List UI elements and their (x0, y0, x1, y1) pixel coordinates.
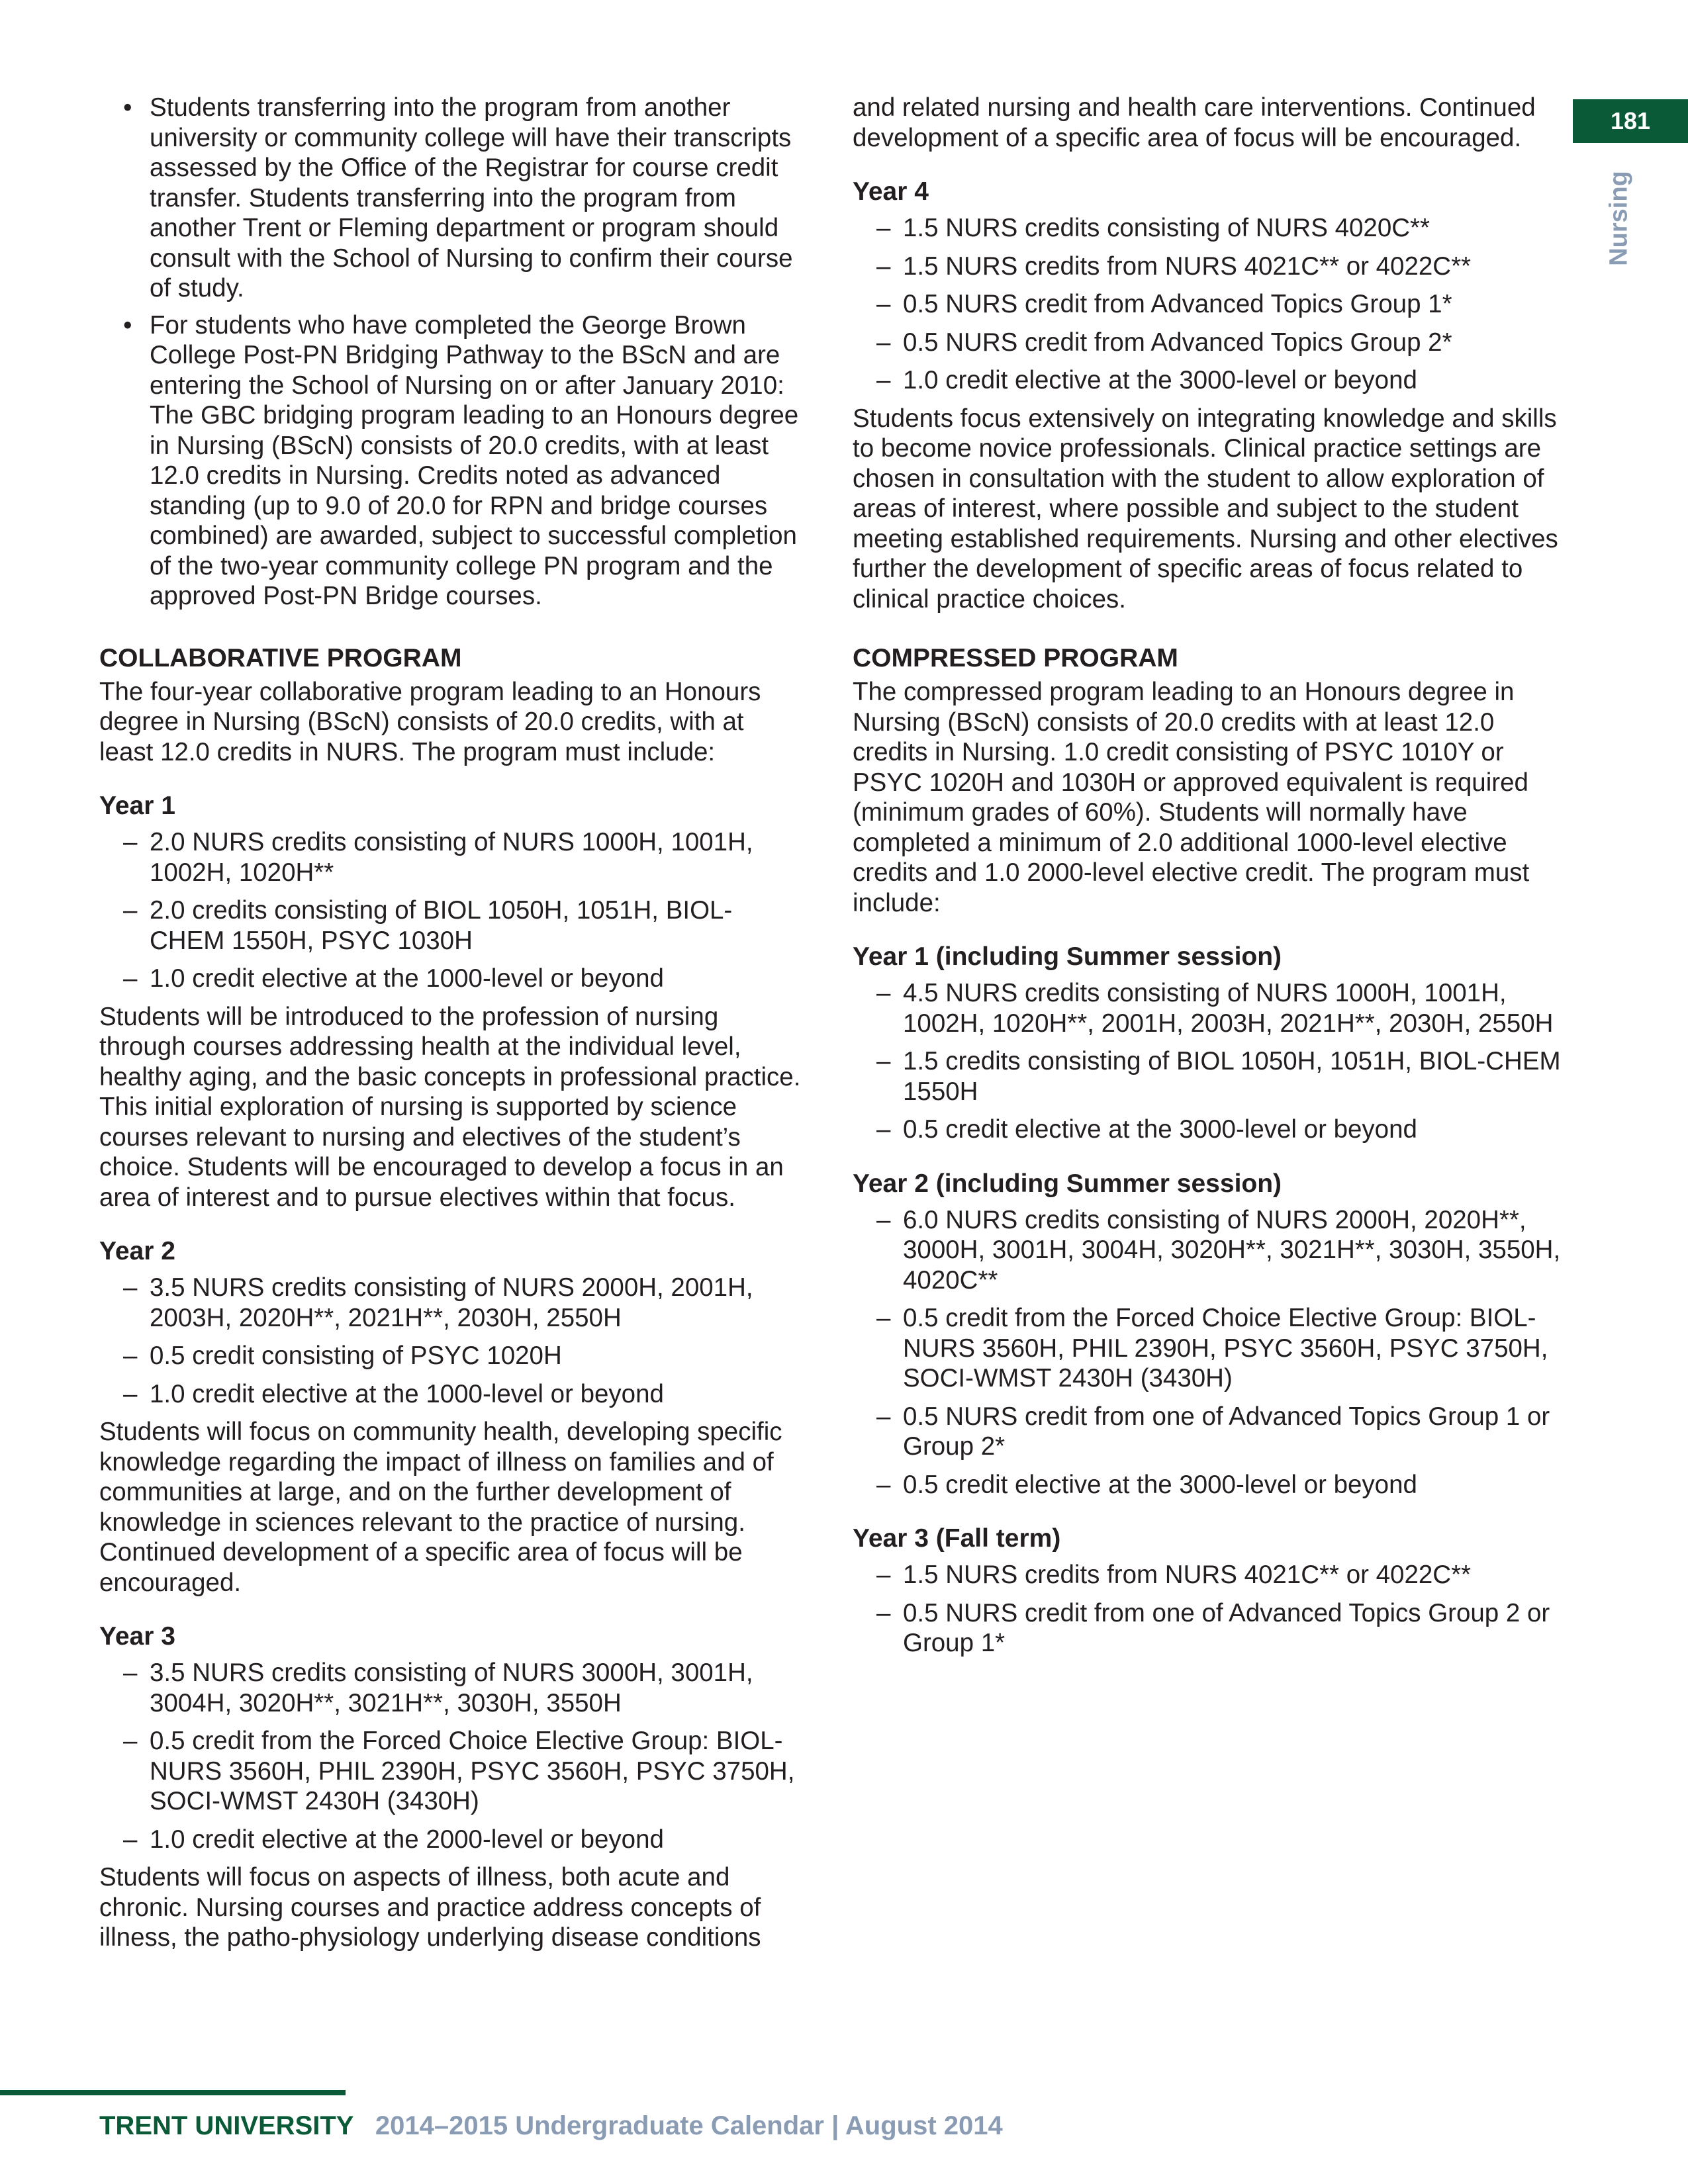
footer-calendar: 2014–2015 Undergraduate Calendar | August 2014 (375, 2111, 1003, 2140)
collab-year1-heading: Year 1 (99, 792, 175, 820)
compressed-year3-list (853, 1560, 1568, 1659)
compressed-year2-heading: Year 2 (including Summer session) (853, 1169, 1282, 1198)
collab-year3-description: Students will focus on aspects of illness, both acute and chronic. Nursing courses and practice address concepts of illness, the patho-physiology underlying disease conditions (99, 1863, 761, 1952)
list-item: – 0.5 credit from the Forced Choice Elective Group: BIOL-NURS 3560H, PHIL 2390H, PSYC 3560H, PSYC 3750H, SOCI-WMST 2430H (3430H) (150, 1726, 801, 1817)
list-item: • Students transferring into the program from another university or community college will have their transcripts assessed by the Office of the Registrar for course credit transfer. Students transferring into the program from another Trent or Fleming department or program should consult with the School of Nursing to confirm their course of study. (150, 93, 801, 304)
list-item: – 4.5 NURS credits consisting of NURS 1000H, 1001H, 1002H, 1020H**, 2001H, 2003H, 2021H**, 2030H, 2550H (903, 978, 1568, 1038)
collab-year2-list (99, 1273, 801, 1409)
collab-year4-description: Students focus extensively on integrating knowledge and skills to become novice professionals. Clinical practice settings are chosen in consultation with the student to allow exploration of areas of interest, where possible and subject to the student meeting established requirements. Nursing and other electives further the development of specific areas of focus related to clinical practice choices. (853, 404, 1558, 614)
list-item: – 1.0 credit elective at the 1000-level or beyond (150, 1379, 801, 1410)
page-footer (99, 2110, 1003, 2142)
collab-year3-list (99, 1658, 801, 1854)
list-item: – 1.0 credit elective at the 1000-level or beyond (150, 964, 801, 994)
list-item: – 1.0 credit elective at the 2000-level or beyond (150, 1825, 801, 1855)
right-column (853, 93, 1568, 1666)
collab-year4-heading: Year 4 (853, 177, 929, 206)
list-item: – 3.5 NURS credits consisting of NURS 2000H, 2001H, 2003H, 2020H**, 2021H**, 2030H, 2550H (150, 1273, 801, 1333)
collaborative-program-intro: The four-year collaborative program leading to an Honours degree in Nursing (BScN) consists of 20.0 credits, with at least 12.0 credits in NURS. The program must include: (99, 677, 761, 766)
list-item: – 1.5 NURS credits from NURS 4021C** or 4022C** (903, 251, 1568, 282)
collab-year1-list (99, 827, 801, 994)
collab-year3-heading: Year 3 (99, 1622, 175, 1651)
compressed-year1-heading: Year 1 (including Summer session) (853, 942, 1282, 971)
collaborative-program-heading: COLLABORATIVE PROGRAM (99, 643, 462, 672)
list-item: – 3.5 NURS credits consisting of NURS 3000H, 3001H, 3004H, 3020H**, 3021H**, 3030H, 3550H (150, 1658, 801, 1718)
compressed-year2-list (853, 1205, 1568, 1500)
section-side-label-text: Nursing (1605, 171, 1633, 266)
list-item: • For students who have completed the George Brown College Post-PN Bridging Pathway to the BScN and are entering the School of Nursing on or after January 2010: The GBC bridging program leading to an Honours degree in Nursing (BScN) consists of 20.0 credits, with at least 12.0 credits in Nursing. Credits noted as advanced standing (up to 9.0 of 20.0 for RPN and bridge courses combined) are awarded, subject to successful completion of the two-year community college PN program and the approved Post-PN Bridge courses. (150, 310, 801, 612)
list-item: – 0.5 NURS credit from one of Advanced Topics Group 1 or Group 2* (903, 1402, 1568, 1462)
compressed-program-intro: The compressed program leading to an Honours degree in Nursing (BScN) consists of 20.0 credits with at least 12.0 credits in Nursing. 1.0 credit consisting of PSYC 1010Y or PSYC 1020H and 1030H or approved equivalent is required (minimum grades of 60%). Students will normally have completed a minimum of 2.0 additional 1000-level elective credits and 1.0 2000-level elective credit. The program must include: (853, 678, 1530, 917)
list-item: – 0.5 credit consisting of PSYC 1020H (150, 1341, 801, 1371)
list-item: – 1.5 credits consisting of BIOL 1050H, 1051H, BIOL-CHEM 1550H (903, 1046, 1568, 1107)
left-column (99, 93, 801, 1953)
page-number-badge: 181 (1573, 99, 1688, 143)
compressed-year1-list (853, 978, 1568, 1145)
list-item: – 0.5 NURS credit from Advanced Topics Group 1* (903, 289, 1568, 320)
list-item: – 1.5 NURS credits from NURS 4021C** or 4022C** (903, 1560, 1568, 1590)
footer-rule (0, 2090, 346, 2095)
continued-paragraph: and related nursing and health care interventions. Continued development of a specific area of focus will be encouraged. (853, 93, 1536, 152)
collab-year1-description: Students will be introduced to the profession of nursing through courses addressing health at the individual level, healthy aging, and the basic concepts in professional practice. This initial exploration of nursing is supported by science courses relevant to nursing and electives of the student’s choice. Students will be encouraged to develop a focus in an area of interest and to pursue electives within that focus. (99, 1002, 801, 1212)
collab-year4-list (853, 213, 1568, 396)
collab-year2-description: Students will focus on community health, developing specific knowledge regarding the impact of illness on families and of communities at large, and on the further development of knowledge in sciences relevant to the practice of nursing. Continued development of a specific area of focus will be encouraged. (99, 1418, 782, 1597)
list-item: – 0.5 NURS credit from one of Advanced Topics Group 2 or Group 1* (903, 1598, 1568, 1659)
list-item: – 6.0 NURS credits consisting of NURS 2000H, 2020H**, 3000H, 3001H, 3004H, 3020H**, 3021H**, 3030H, 3550H, 4020C** (903, 1205, 1568, 1296)
list-item: – 1.5 NURS credits consisting of NURS 4020C** (903, 213, 1568, 244)
footer-university: TRENT UNIVERSITY (99, 2111, 353, 2140)
list-item: – 0.5 NURS credit from Advanced Topics Group 2* (903, 328, 1568, 358)
list-item: – 0.5 credit elective at the 3000-level or beyond (903, 1115, 1568, 1145)
compressed-program-heading: COMPRESSED PROGRAM (853, 644, 1178, 672)
list-item: – 2.0 credits consisting of BIOL 1050H, 1051H, BIOL-CHEM 1550H, PSYC 1030H (150, 895, 801, 956)
compressed-year3-heading: Year 3 (Fall term) (853, 1524, 1061, 1553)
list-item: – 1.0 credit elective at the 3000-level or beyond (903, 365, 1568, 396)
collab-year2-heading: Year 2 (99, 1237, 175, 1265)
list-item: – 2.0 NURS credits consisting of NURS 1000H, 1001H, 1002H, 1020H** (150, 827, 801, 887)
transfer-notes-list (99, 93, 801, 612)
list-item: – 0.5 credit elective at the 3000-level or beyond (903, 1470, 1568, 1500)
list-item: – 0.5 credit from the Forced Choice Elective Group: BIOL-NURS 3560H, PHIL 2390H, PSYC 3560H, PSYC 3750H, SOCI-WMST 2430H (3430H) (903, 1303, 1568, 1394)
